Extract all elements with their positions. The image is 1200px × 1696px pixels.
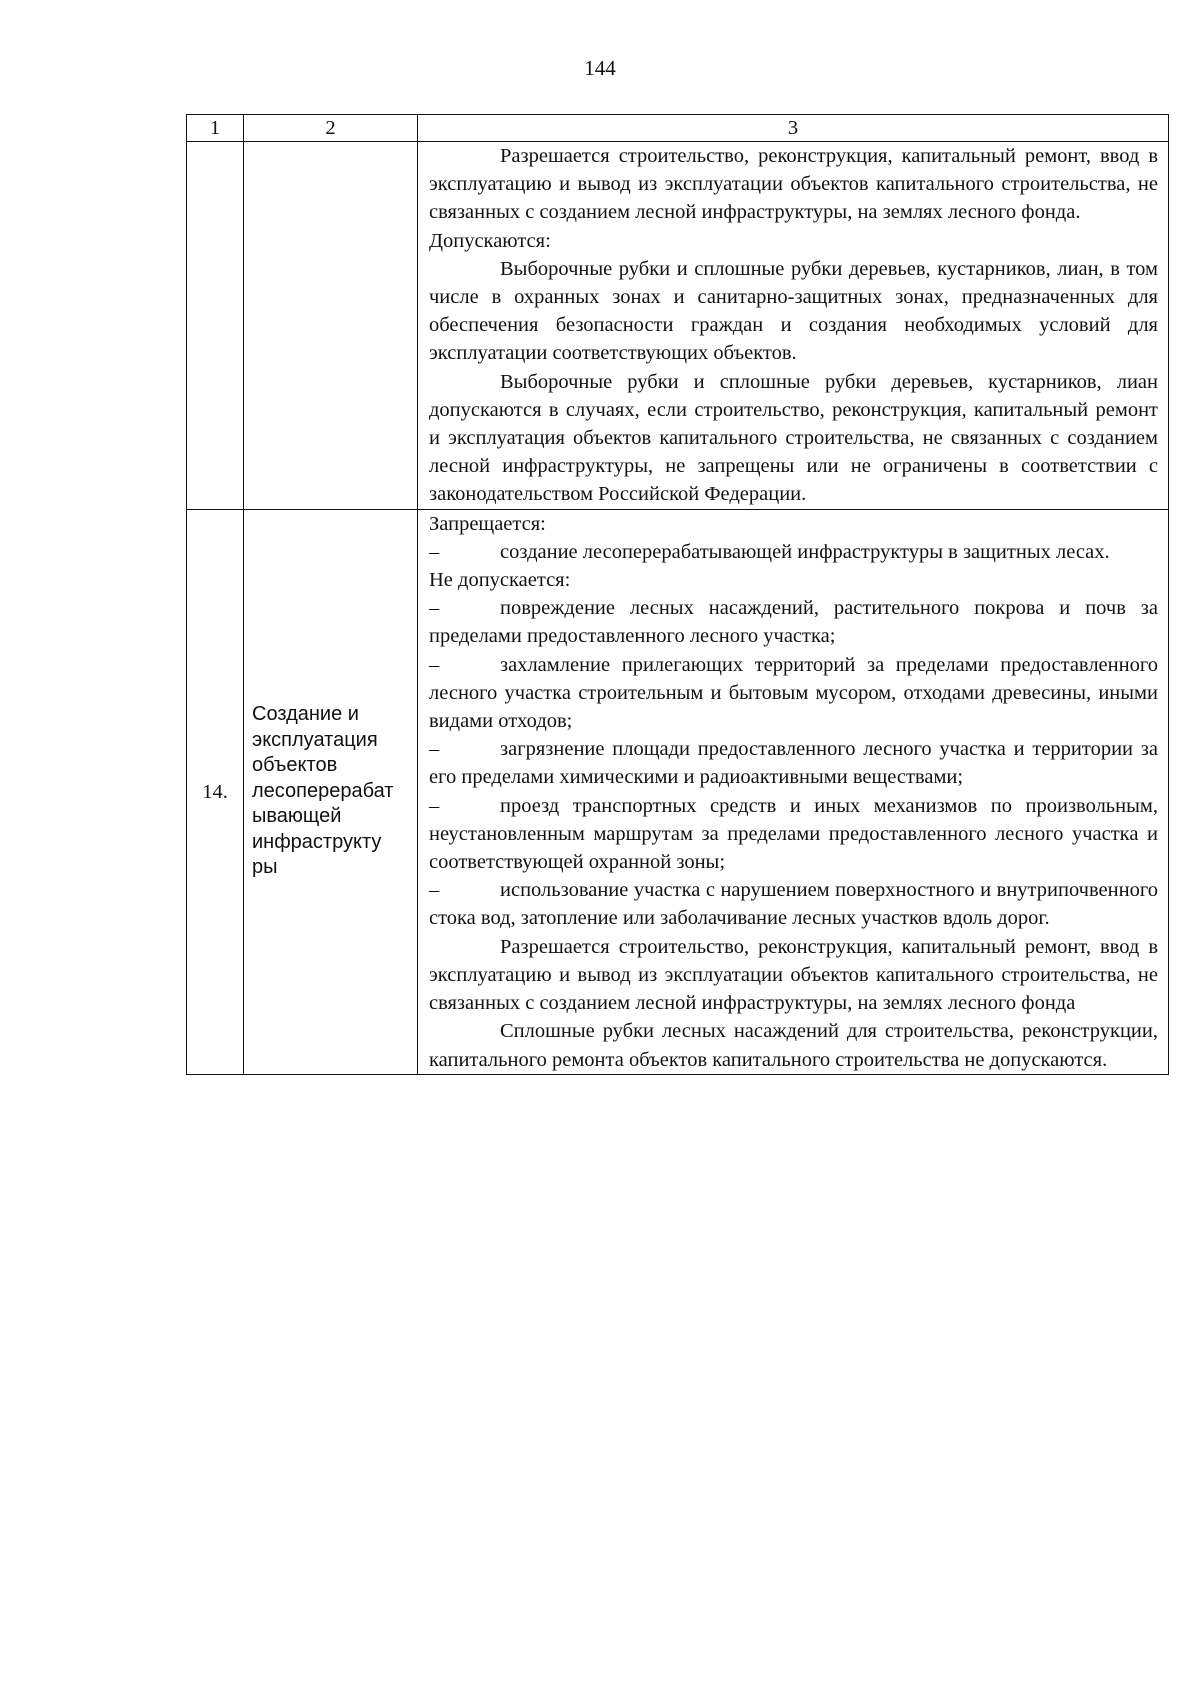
dash-item-text: создание лесоперерабатывающей инфраструктуры в защитных лесах. [500, 540, 1110, 563]
paragraph: Разрешается строительство, реконструкция, капитальный ремонт, ввод в эксплуатацию и вывод из эксплуатации объектов капитального строительства, не связанных с созданием лесной инфраструктуры, на землях лесного фонда [429, 935, 1158, 1015]
dash-list-item [429, 876, 1158, 932]
table-row-continued [187, 142, 1169, 510]
row-14-name-line: ывающей [252, 805, 342, 828]
paragraph: Разрешается строительство, реконструкция, капитальный ремонт, ввод в эксплуатацию и вывод из эксплуатации объектов капитального строительства, не связанных с созданием лесной инфраструктуры, на землях лесного фонда. [429, 145, 1158, 224]
dash-list-item [429, 651, 1158, 736]
dash-item-text: загрязнение площади предоставленного лесного участка и территории за его пределами химическими и радиоактивными веществами; [429, 738, 1158, 789]
dash-marker: – [429, 540, 440, 563]
row-14-name-line: ры [252, 856, 278, 879]
dash-marker: – [429, 738, 440, 761]
paragraph-heading: Запрещается: [429, 512, 546, 535]
page-number: 144 [584, 56, 616, 80]
paragraph: Выборочные рубки и сплошные рубки деревьев, кустарников, лиан, в том числе в охранных зонах и санитарно-защитных зонах, предназначенных для обеспечения безопасности граждан и создания необходимых условий для эксплуатации соответствующих объектов. [429, 257, 1158, 365]
dash-list-item [429, 594, 1158, 650]
header-col-3: 3 [418, 115, 1169, 142]
row-continued-num [187, 142, 244, 510]
dash-item-text: проезд транспортных средств и иных механизмов по произвольным, неустановленным маршрутам за пределами предоставленного лесного участка и соответствующей охранной зоны; [429, 794, 1158, 874]
row-continued-name [244, 142, 418, 510]
row-14-name-line: объектов [252, 754, 338, 777]
dash-marker: – [429, 879, 440, 902]
row-14-name-line: эксплуатация [252, 728, 378, 751]
table-row-14 [187, 509, 1169, 1074]
row-continued-text [418, 142, 1169, 510]
paragraph: Сплошные рубки лесных насаждений для строительства, реконструкции, капитального ремонта объектов капитального строительства не допускаются. [429, 1020, 1158, 1071]
paragraph-heading: Не допускается: [429, 569, 571, 592]
header-col-2: 2 [244, 115, 418, 142]
row-14-name [244, 509, 418, 1074]
row-14-paragraphs [418, 510, 1168, 1074]
row-14-num: 14. [187, 509, 244, 1074]
paragraph-heading: Допускаются: [429, 229, 551, 252]
table-header-row [187, 115, 1169, 142]
dash-marker: – [429, 794, 440, 817]
row-14-text [418, 509, 1169, 1074]
row-14-name-line: Создание и [252, 703, 359, 726]
row-14-name-line: лесоперерабат [252, 779, 394, 802]
dash-list-item [429, 538, 1158, 566]
dash-marker: – [429, 597, 440, 620]
paragraph: Выборочные рубки и сплошные рубки деревьев, кустарников, лиан допускаются в случаях, если строительство, реконструкция, капитальный ремонт и эксплуатация объектов капитального строительства, не связанных с созданием лесной инфраструктуры, не запрещены или не ограничены в соответствии с законодательством Российской Федерации. [429, 370, 1158, 506]
row-14-name-line: инфраструкту [252, 830, 382, 853]
header-col-1: 1 [187, 115, 244, 142]
dash-marker: – [429, 653, 440, 676]
dash-item-text: захламление прилегающих территорий за пределами предоставленного лесного участка строительным и бытовым мусором, отходами древесины, иными видами отходов; [429, 653, 1158, 733]
row-continued-paragraphs [418, 142, 1168, 509]
dash-item-text: повреждение лесных насаждений, растительного покрова и почв за пределами предоставленного лесного участка; [429, 597, 1158, 648]
regulations-table [186, 114, 1169, 1075]
dash-list-item [429, 792, 1158, 877]
dash-item-text: использование участка с нарушением поверхностного и внутрипочвенного стока вод, затопление или заболачивание лесных участков вдоль дорог. [429, 879, 1158, 930]
dash-list-item [429, 735, 1158, 791]
